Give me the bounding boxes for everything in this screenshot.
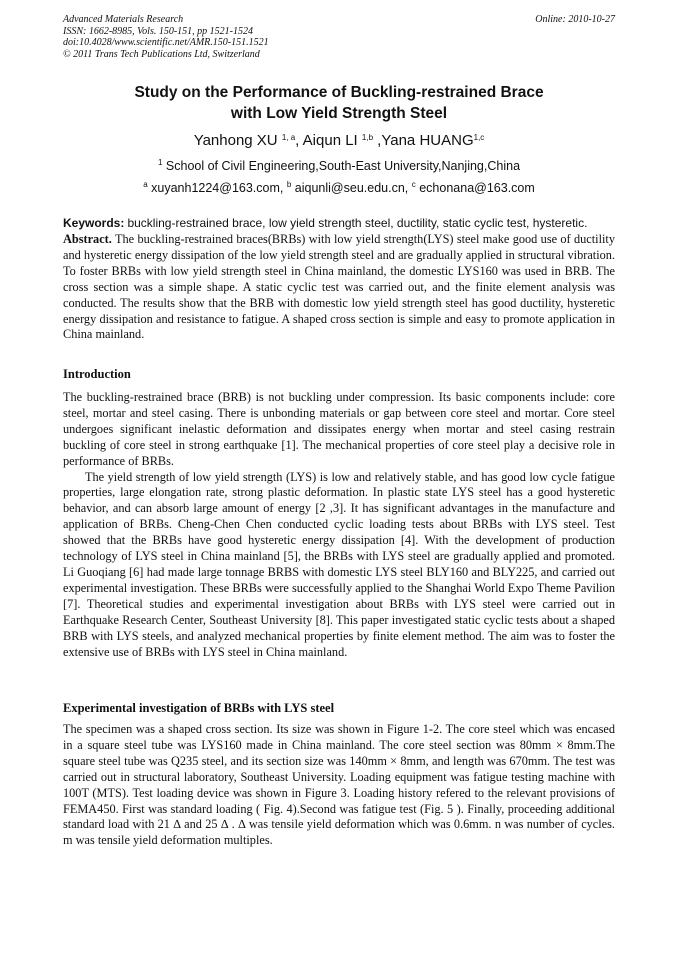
author-affil-mark: 1,b xyxy=(361,133,374,142)
section-body xyxy=(63,722,615,849)
author-name: Yanhong XU xyxy=(193,132,278,149)
affiliation xyxy=(63,158,615,174)
copyright-line: © 2011 Trans Tech Publications Ltd, Switzerland xyxy=(63,48,260,60)
email-mark: c xyxy=(411,180,416,189)
title-line-2: with Low Yield Strength Steel xyxy=(230,105,448,122)
online-date: Online: 2010-10-27 xyxy=(535,14,615,25)
paragraph: The buckling-restrained brace (BRB) is not buckling under compression. Its basic components include: core steel, mortar and steel casing. There is unbonding materials or gap between core steel and mortar. Core steel undergoes significant inelastic deformation and dissipates energy when mortar and steel casing restrain buckling of core steel in strong earthquake [1]. The mechanical properties of core steel play a decisive role in performance of BRBs. xyxy=(63,390,615,468)
email-list xyxy=(63,180,615,196)
keywords xyxy=(63,216,615,232)
abstract-text: The buckling-restrained braces(BRBs) with low yield strength(LYS) steel make good use of ductility and hysteretic energy dissipation of the low yield strength steel and are gradually applied in structural vibration. To foster BRBs with low yield strength steel in China mainland, the domestic LYS160 was used in BRB. The cross section was a simple shape. A static cyclic test was carried out, and the finite element analysis was conducted. The results show that the BRB with domestic low yield strength steel has good ductility, hysteretic energy dissipation and resistance to fatigue. A shaped cross section is simple and easy to promote application in China mainland. xyxy=(63,232,615,342)
keywords-label: Keywords: xyxy=(63,216,125,230)
section-body xyxy=(63,390,615,660)
journal-name: Advanced Materials Research xyxy=(63,14,184,25)
email-link[interactable]: xuyanh1224@163.com, xyxy=(151,181,284,195)
email-mark: a xyxy=(143,180,148,189)
abstract-label: Abstract. xyxy=(63,232,112,246)
section-heading: Experimental investigation of BRBs with LYS steel xyxy=(63,701,335,715)
doi-line: doi:10.4028/www.scientific.net/AMR.150-151.1521 xyxy=(63,37,269,48)
paper-title xyxy=(63,82,615,124)
email-link[interactable]: echonana@163.com xyxy=(419,181,535,195)
email-link[interactable]: aiqunli@seu.edu.cn, xyxy=(294,181,409,195)
author-name: Aiqun LI xyxy=(302,132,358,149)
author-list: Yanhong XU $^{1, a}$, Aiqun LI $^{1,b}$ ,Yana HUANG$^{1,c}$ xyxy=(193,132,485,149)
issn-line: ISSN: 1662-8985, Vols. 150-151, pp 1521-1524 xyxy=(63,25,253,37)
email-mark: b xyxy=(286,180,292,189)
keywords-text: buckling-restrained brace, low yield strength steel, ductility, static cyclic test, hysteretic. xyxy=(127,216,588,230)
title-line-1: Study on the Performance of Buckling-restrained Brace xyxy=(134,84,544,101)
paragraph: The yield strength of low yield strength (LYS) is low and relatively stable, and has good low cycle fatigue properties, large elongation rate, strong plastic deformation. In plastic state LYS steel has a good hysteretic behavior, and can absorb large amount of energy [2 ,3]. It has significant advantages in the manufacture and application of BRBs. Cheng-Chen Chen conducted cyclic loading tests about BRBs with LYS steel. Test showed that the BRBs have good hysteretic energy dissipation [4]. With the development of production technology of LYS steel in China mainland [5], the BRBs with LYS steel are gradually applied and promoted. Li Guoqiang [6] had made large tonnage BRBS with domestic LYS steel BLY160 and BLY225, and carried out experimental investigation. These BRBs were successfully applied to the Shanghai World Expo Theme Pavilion [7]. Theoretical studies and experimental investigation about BRBs with LYS steel were carried out in Earthquake Research Center, Southeast University [8]. This paper investigated static cyclic tests about a shaped BRB with LYS steels, and analyzed mechanical properties by finite element method. The aim was to foster the extensive use of BRBs with LYS steel in China mainland. xyxy=(63,469,615,659)
section-heading: Introduction xyxy=(63,367,131,381)
author-affil-mark: 1,c xyxy=(473,133,485,142)
affiliation-mark: 1 xyxy=(157,158,163,167)
paragraph: The specimen was a shaped cross section. Its size was shown in Figure 1-2. The core steel which was encased in a square steel tube was LYS160 made in China mainland. The core steel section was 80mm × 8mm.The square steel tube was Q235 steel, and its section size was 140mm × 8mm, and length was 670mm. The test was carried out in structural laboratory, Southeast University. Loading equipment was fatigue testing machine with 100T (MTS). Test loading device was shown in Figure 3. Loading history refered to the relevant provisions of FEMA450. First was standard loading ( Fig. 4).Second was fatigue test (Fig. 5 ). Finally, proceeding additional standard load with 21 ∆ and 25 ∆ . ∆ was tensile yield deformation which was 0.6mm. n was number of cycles. m was tensile yield deformation multiples. xyxy=(63,722,615,848)
author-name: Yana HUANG xyxy=(381,132,474,149)
affiliation-text: School of Civil Engineering,South-East University,Nanjing,China xyxy=(165,159,521,173)
author-affil-mark: 1, a xyxy=(281,133,296,142)
journal-header xyxy=(63,14,615,60)
abstract xyxy=(63,232,615,343)
